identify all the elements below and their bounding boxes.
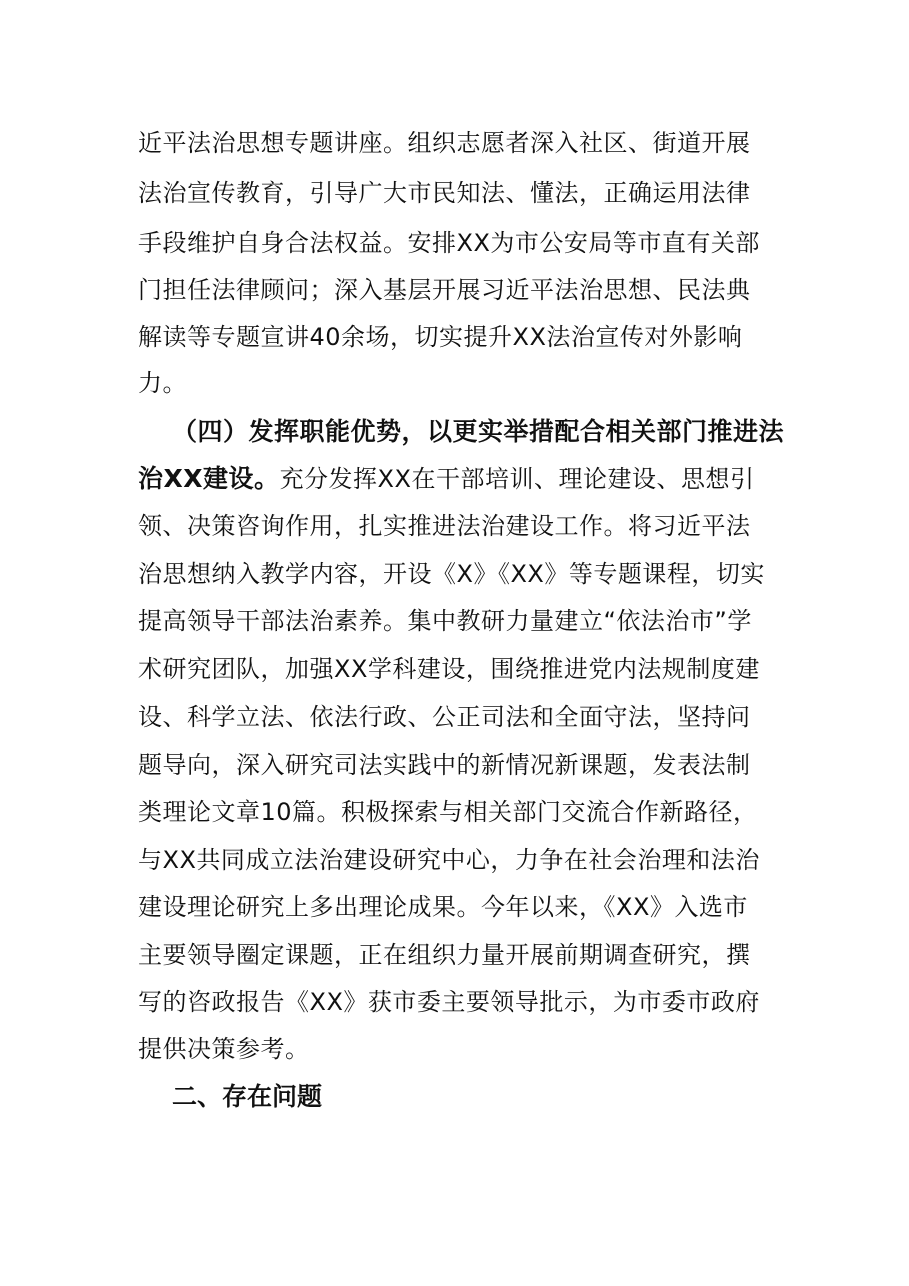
paragraph2-line-12: 主要领导圈定课题，正在组织力量开展前期调查研究，撰: [138, 941, 751, 969]
paragraph1-line-1: 近平法治思想专题讲座。组织志愿者深入社区、街道开展: [138, 129, 751, 157]
paragraph2-line-2-text: 充分发挥XX在干部培训、理论建设、思想引: [279, 465, 755, 493]
paragraph2-line-10: 与XX共同成立法治建设研究中心，力争在社会治理和法治: [138, 846, 760, 874]
paragraph2-line-2: [138, 464, 778, 494]
paragraph2-line-5: 提高领导干部法治素养。集中教研力量建立“依法治市”学: [138, 607, 752, 635]
paragraph2-line-8: 题导向，深入研究司法实践中的新情况新课题，发表法制: [138, 751, 751, 779]
paragraph2-line-7: 设、科学立法、依法行政、公正司法和全面守法，坚持问: [138, 703, 751, 731]
paragraph2-line-11: 建设理论研究上多出理论成果。今年以来，《XX》入选市: [138, 893, 748, 921]
subsection-heading-line-2: 治XX建设。: [138, 464, 280, 493]
paragraph2-line-13: 写的咨政报告《XX》获市委主要领导批示，为市委市政府: [138, 988, 760, 1016]
paragraph2-line-4: 治思想纳入教学内容，开设《X》《XX》等专题课程，切实: [138, 560, 765, 588]
paragraph1-line-2: 法治宣传教育，引导广大市民知法、懂法，正确运用法律: [138, 179, 751, 207]
subsection-heading-line-1: （四）发挥职能优势，以更实举措配合相关部门推进法: [172, 417, 785, 446]
paragraph1-line-4: 门担任法律顾问；深入基层开展习近平法治思想、民法典: [138, 276, 751, 304]
paragraph1-line-6: 力。: [138, 369, 187, 397]
paragraph1-line-5: 解读等专题宣讲40余场，切实提升XX法治宣传对外影响: [138, 323, 743, 351]
paragraph2-line-3: 领、决策咨询作用，扎实推进法治建设工作。将习近平法: [138, 512, 751, 540]
section-heading: 二、存在问题: [172, 1082, 323, 1111]
paragraph1-line-3: 手段维护自身合法权益。安排XX为市公安局等市直有关部: [138, 229, 760, 257]
paragraph2-line-6: 术研究团队，加强XX学科建设，围绕推进党内法规制度建: [138, 655, 760, 683]
paragraph2-line-14: 提供决策参考。: [138, 1035, 310, 1063]
paragraph2-line-9: 类理论文章10篇。积极探索与相关部门交流合作新路径，: [138, 798, 758, 826]
